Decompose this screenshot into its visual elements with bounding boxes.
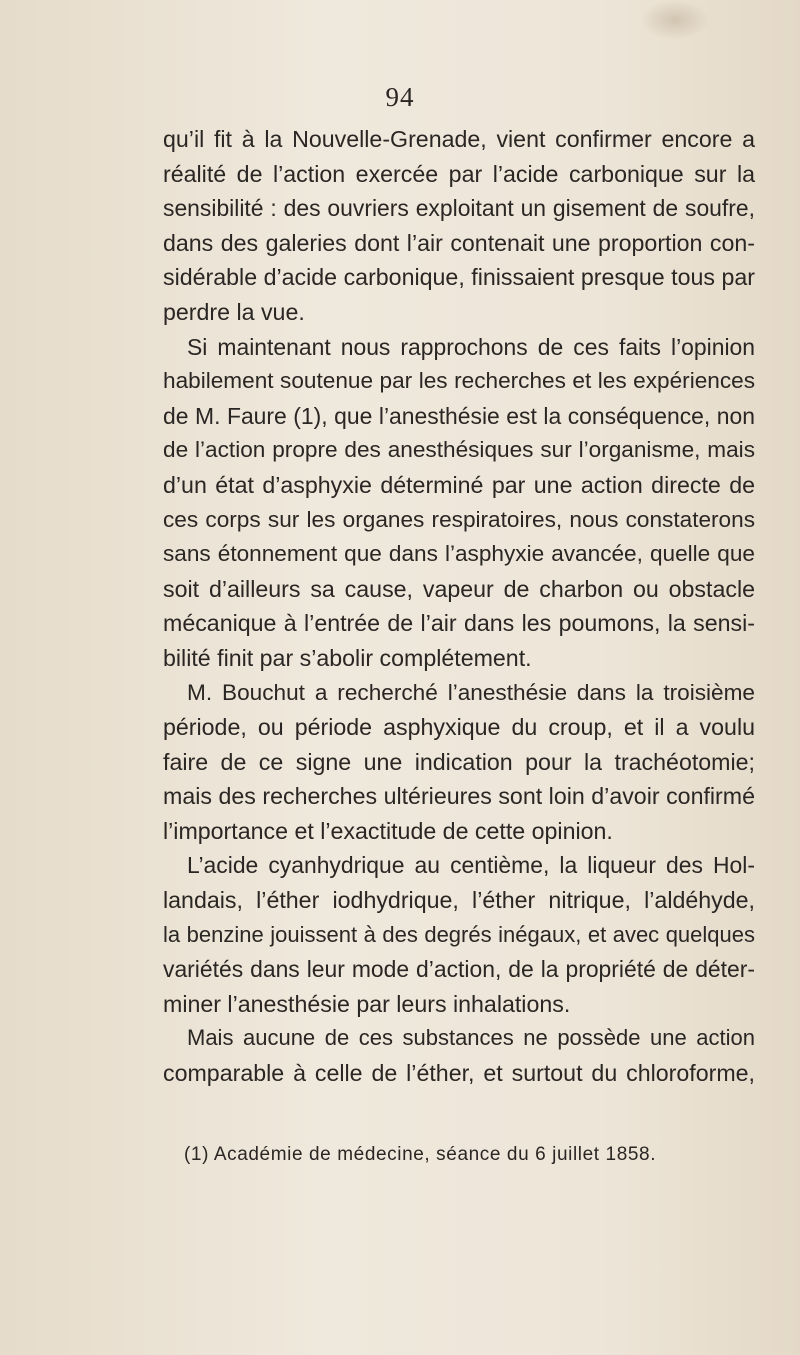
text-line: d’un état d’asphyxie déterminé par une action directe de bbox=[163, 471, 755, 498]
text-line: sensibilité : des ouvriers exploitant un gisement de soufre, bbox=[163, 195, 755, 222]
text-line: miner l’anesthésie par leurs inhalations. bbox=[163, 990, 571, 1017]
text-line: l’importance et l’exactitude de cette opinion. bbox=[163, 817, 613, 844]
page-number: 94 bbox=[385, 82, 415, 112]
text-line: perdre la vue. bbox=[163, 298, 305, 325]
text-line: sidérable d’acide carbonique, finissaient presque tous par bbox=[163, 264, 755, 291]
text-line: faire de ce signe une indication pour la trachéotomie; bbox=[163, 748, 755, 775]
text-line: M. Bouchut a recherché l’anesthésie dans la troisième bbox=[187, 679, 755, 705]
text-line: sans étonnement que dans l’asphyxie avancée, quelle que bbox=[163, 541, 755, 567]
text-line: L’acide cyanhydrique au centième, la liqueur des Hol- bbox=[187, 852, 755, 879]
text-line: variétés dans leur mode d’action, de la propriété de déter- bbox=[163, 956, 755, 983]
footnote: (1) Académie de médecine, séance du 6 juillet 1858. bbox=[184, 1144, 657, 1165]
body-text bbox=[163, 122, 755, 1091]
text-line: réalité de l’action exercée par l’acide carbonique sur la bbox=[163, 160, 755, 187]
text-line: période, ou période asphyxique du croup, et il a voulu bbox=[163, 714, 755, 741]
text-line: soit d’ailleurs sa cause, vapeur de charbon ou obstacle bbox=[163, 575, 755, 602]
text-line: qu’il fit à la Nouvelle-Grenade, vient confirmer encore a bbox=[163, 126, 755, 152]
text-line: mécanique à l’entrée de l’air dans les poumons, la sensi- bbox=[163, 610, 755, 637]
text-line: bilité finit par s’abolir complétement. bbox=[163, 644, 532, 671]
text-line: dans des galeries dont l’air contenait une proportion con- bbox=[163, 229, 755, 256]
text-line: habilement soutenue par les recherches et les expériences bbox=[163, 368, 755, 394]
text-line: ces corps sur les organes respiratoires, nous constaterons bbox=[163, 506, 755, 532]
text-line: Si maintenant nous rapprochons de ces faits l’opinion bbox=[187, 333, 755, 360]
text-line: la benzine jouissent à des degrés inégaux, et avec quelques bbox=[163, 921, 755, 947]
text-line: de l’action propre des anesthésiques sur l’organisme, mais bbox=[163, 437, 755, 463]
text-line: comparable à celle de l’éther, et surtout du chloroforme, bbox=[163, 1060, 755, 1087]
text-line: de M. Faure (1), que l’anesthésie est la conséquence, non bbox=[163, 402, 755, 429]
paper-stain bbox=[640, 0, 710, 40]
text-line: landais, l’éther iodhydrique, l’éther nitrique, l’aldéhyde, bbox=[163, 887, 755, 914]
text-line: mais des recherches ultérieures sont loin d’avoir confirmé bbox=[163, 783, 755, 810]
text-line: Mais aucune de ces substances ne possède une action bbox=[187, 1025, 755, 1051]
